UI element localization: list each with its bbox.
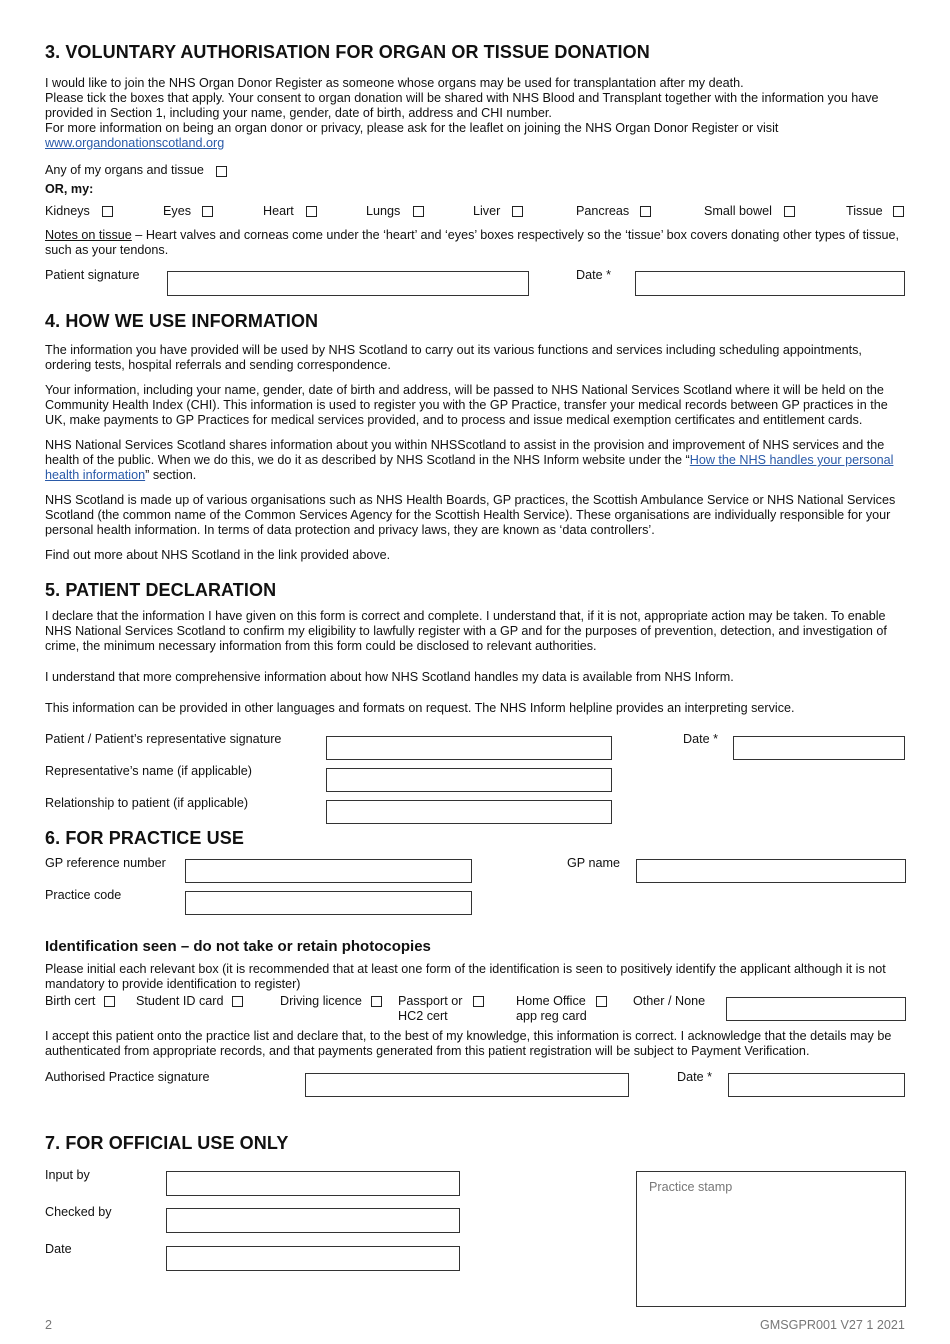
- organ-small-bowel-label: Small bowel: [704, 204, 772, 218]
- organ-pancreas-checkbox[interactable]: [640, 206, 651, 217]
- s4-para-2: Your information, including your name, gender, date of birth and address, will be passed to NHS National Services Scotland where it will be held on the Community Health Index (CHI). This information is used to register you with the GP Practice, transfer your medical records between GP practices in the UK, make payments to GP Practices for medical services provided, and to process and issue medical exemption certificates and entitlement cards.: [45, 383, 888, 427]
- intro-line-1: I would like to join the NHS Organ Donor Register as someone whose organs may be used for transplantation after my death.: [45, 76, 744, 90]
- input-by-label: Input by: [45, 1168, 90, 1182]
- section-5-heading: 5. PATIENT DECLARATION: [45, 580, 277, 600]
- s5-date-label: Date *: [683, 732, 719, 746]
- practice-code-field[interactable]: [185, 891, 472, 915]
- or-my-label: OR, my:: [45, 182, 94, 196]
- s5-date-field[interactable]: [733, 736, 905, 760]
- organ-heart-checkbox[interactable]: [306, 206, 317, 217]
- id-student-label: Student ID card: [136, 994, 224, 1008]
- id-passport-checkbox[interactable]: [473, 996, 484, 1007]
- s6-date-label: Date *: [677, 1070, 713, 1084]
- auth-signature-field[interactable]: [305, 1073, 629, 1097]
- id-student-checkbox[interactable]: [232, 996, 243, 1007]
- rep-signature-label: Patient / Patient’s representative signature: [45, 732, 282, 746]
- organ-kidneys-checkbox[interactable]: [102, 206, 113, 217]
- id-driving-checkbox[interactable]: [371, 996, 382, 1007]
- organ-kidneys-label: Kidneys: [45, 204, 90, 218]
- s5-para-3: This information can be provided in other languages and formats on request. The NHS Inform helpline provides an interpreting service.: [45, 701, 795, 715]
- rep-name-label: Representative’s name (if applicable): [45, 764, 252, 778]
- id-home-office-line-2: app reg card: [516, 1009, 587, 1023]
- id-home-office-checkbox[interactable]: [596, 996, 607, 1007]
- s6-date-field[interactable]: [728, 1073, 905, 1097]
- section-7-heading: 7. FOR OFFICIAL USE ONLY: [45, 1133, 289, 1153]
- organ-liver-label: Liver: [473, 204, 501, 218]
- form-code: GMSGPR001 V27 1 2021: [760, 1318, 905, 1332]
- page-number: 2: [45, 1318, 53, 1332]
- section-6-heading: 6. FOR PRACTICE USE: [45, 828, 244, 848]
- s4-para-4: NHS Scotland is made up of various organisations such as NHS Health Boards, GP practices, the Scottish Ambulance Service or NHS National Services Scotland (the common name of the Common Services Agency for the Scottish Health Service). These organisations are individually responsible for your personal health information. In terms of data protection and privacy laws, they are known as ‘data controllers’.: [45, 493, 896, 537]
- intro-line-2: Please tick the boxes that apply. Your consent to organ donation will be shared with NHS Blood and Transplant together with the information you have provided in Section 1, including your name, gender, date of birth, address and CHI number.: [45, 91, 879, 120]
- accept-declaration: I accept this patient onto the practice list and declare that, to the best of my knowledge, this information is correct. I acknowledge that the details may be authenticated from appropriate records, and that payments generated from this patient registration will be subject to Payment Verification.: [45, 1029, 892, 1058]
- gp-name-field[interactable]: [636, 859, 906, 883]
- section-3-intro: [45, 76, 907, 151]
- organ-liver-checkbox[interactable]: [512, 206, 523, 217]
- section-3-heading: 3. VOLUNTARY AUTHORISATION FOR ORGAN OR TISSUE DONATION: [45, 42, 650, 62]
- any-organs-label: Any of my organs and tissue: [45, 163, 204, 177]
- organ-donation-link[interactable]: www.organdonationscotland.org: [45, 136, 225, 150]
- s4-para-3-end: ” section.: [145, 468, 197, 482]
- intro-line-3: For more information on being an organ donor or privacy, please ask for the leaflet on joining the NHS Organ Donor Register or visit: [45, 121, 779, 135]
- id-passport-label: [398, 994, 462, 1024]
- s5-para-1: I declare that the information I have given on this form is correct and complete. I understand that, if it is not, appropriate action may be taken. To enable NHS National Services Scotland to confirm my eligibility to lawfully register with a GP and for the purposes of prevention, detection, and investigation of crime, the minimum necessary information from this form could be disclosed to relevant authorities.: [45, 609, 887, 653]
- s4-para-5: Find out more about NHS Scotland in the link provided above.: [45, 548, 391, 562]
- organ-pancreas-label: Pancreas: [576, 204, 630, 218]
- organ-eyes-label: Eyes: [163, 204, 191, 218]
- id-birth-cert-checkbox[interactable]: [104, 996, 115, 1007]
- relationship-label: Relationship to patient (if applicable): [45, 796, 249, 810]
- s4-para-3: [45, 438, 907, 483]
- id-home-office-line-1: Home Office: [516, 994, 586, 1008]
- gp-name-label: GP name: [567, 856, 620, 870]
- organ-heart-label: Heart: [263, 204, 294, 218]
- practice-stamp-label: Practice stamp: [649, 1180, 733, 1194]
- section-4-heading: 4. HOW WE USE INFORMATION: [45, 311, 319, 331]
- official-date-field[interactable]: [166, 1246, 460, 1271]
- practice-code-label: Practice code: [45, 888, 122, 902]
- id-other-field[interactable]: [726, 997, 906, 1021]
- id-passport-line-1: Passport or: [398, 994, 463, 1008]
- rep-name-field[interactable]: [326, 768, 612, 792]
- id-birth-cert-label: Birth cert: [45, 994, 96, 1008]
- id-passport-line-2: HC2 cert: [398, 1009, 448, 1023]
- input-by-field[interactable]: [166, 1171, 460, 1196]
- id-home-office-label: [516, 994, 587, 1024]
- practice-stamp-box[interactable]: [636, 1171, 906, 1307]
- organ-lungs-checkbox[interactable]: [413, 206, 424, 217]
- tissue-notes-label: Notes on tissue: [45, 228, 132, 242]
- s5-para-2: I understand that more comprehensive information about how NHS Scotland handles my data is available from NHS Inform.: [45, 670, 734, 684]
- checked-by-label: Checked by: [45, 1205, 112, 1219]
- official-date-label: Date: [45, 1242, 72, 1256]
- s4-para-1: The information you have provided will be used by NHS Scotland to carry out its various functions and services including scheduling appointments, ordering tests, hospital referrals and sending correspondence.: [45, 343, 862, 372]
- identification-text: Please initial each relevant box (it is recommended that at least one form of the identification is seen to positively identify the applicant although it is not mandatory to provide identification to register): [45, 962, 886, 991]
- tissue-notes-text: – Heart valves and corneas come under the ‘heart’ and ‘eyes’ boxes respectively so the ‘tissue’ box covers donating other types of tissue, such as your tendons.: [45, 228, 900, 257]
- relationship-field[interactable]: [326, 800, 612, 824]
- rep-signature-field[interactable]: [326, 736, 612, 760]
- s3-date-label: Date *: [576, 268, 612, 282]
- id-other-label: Other / None: [633, 994, 706, 1008]
- organ-lungs-label: Lungs: [366, 204, 401, 218]
- id-driving-label: Driving licence: [280, 994, 362, 1008]
- patient-signature-field[interactable]: [167, 271, 529, 296]
- s3-date-field[interactable]: [635, 271, 905, 296]
- nhs-handles-info-link[interactable]: How the NHS handles your personal health information: [45, 453, 894, 482]
- identification-heading: Identification seen – do not take or retain photocopies: [45, 938, 431, 955]
- checked-by-field[interactable]: [166, 1208, 460, 1233]
- organ-tissue-label: Tissue: [846, 204, 883, 218]
- organ-eyes-checkbox[interactable]: [202, 206, 213, 217]
- auth-signature-label: Authorised Practice signature: [45, 1070, 210, 1084]
- patient-signature-label: Patient signature: [45, 268, 140, 282]
- s4-para-3-text: NHS National Services Scotland shares information about you within NHSScotland to assist in the provision and improvement of NHS services and the health of the public. When we do this, we do it as described by NHS Scotland in the NHS Inform website under the “: [45, 438, 885, 467]
- organ-tissue-checkbox[interactable]: [893, 206, 904, 217]
- any-organs-checkbox[interactable]: [216, 166, 227, 177]
- gp-reference-label: GP reference number: [45, 856, 166, 870]
- gp-reference-field[interactable]: [185, 859, 472, 883]
- organ-small-bowel-checkbox[interactable]: [784, 206, 795, 217]
- tissue-notes: [45, 228, 907, 258]
